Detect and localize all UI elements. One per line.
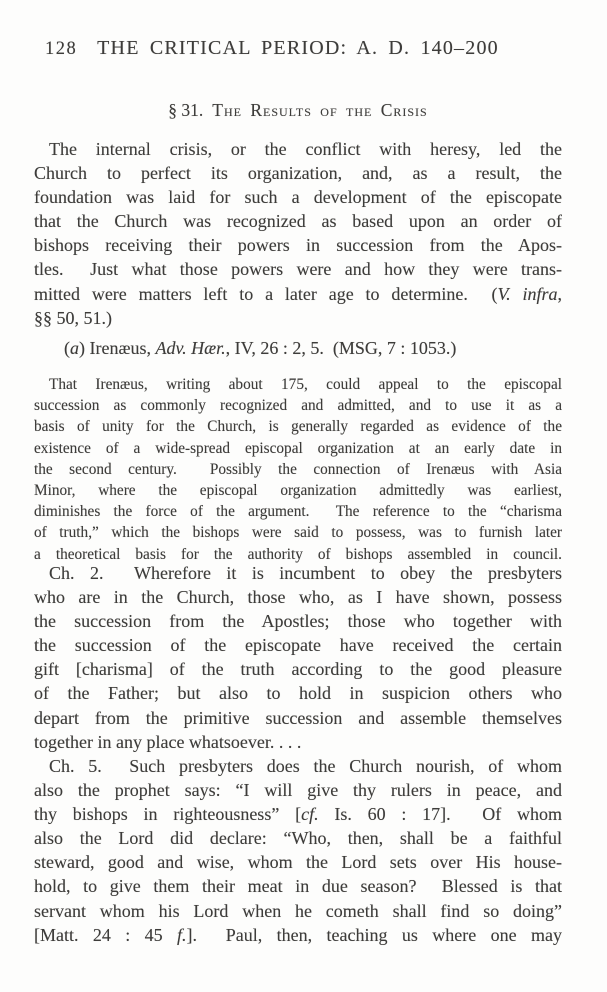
text-line: succession as commonly recognized and admitted, and to use it as a <box>34 397 562 415</box>
text-line: [Matt. 24 : 45 f.]. Paul, then, teaching us where one may <box>34 924 562 945</box>
section-number: § 31. <box>168 100 204 120</box>
text-line: §§ 50, 51.) <box>34 307 112 328</box>
text-line: The internal crisis, or the conflict with heresy, led the <box>49 139 562 159</box>
italic-text: a <box>70 338 79 358</box>
paragraph-note <box>34 374 562 565</box>
paragraph-ch2 <box>34 561 562 754</box>
text-line: bishops receiving their powers in succession from the Apos- <box>34 235 562 256</box>
text-line: foundation was laid for such a development of the episcopate <box>34 187 562 208</box>
text-line: who are in the Church, those who, as I have shown, possess <box>34 587 562 608</box>
text-line: Minor, where the episcopal organization admittedly was earliest, <box>34 481 562 499</box>
text-line: a theoretical basis for the authority of bishops assembled in council. <box>34 545 562 563</box>
section-heading <box>34 100 562 121</box>
text-line: gift [charisma] of the truth according to the good pleasure <box>34 659 562 680</box>
text-line: tles. Just what those powers were and how they were trans- <box>34 259 562 280</box>
text-line: mitted were matters left to a later age to determine. (V. infra, <box>34 283 562 304</box>
text-line: hold, to give them their meat in due season? Blessed is that <box>34 876 562 897</box>
paragraph-citation <box>34 336 562 360</box>
text-line: basis of unity for the Church, is generally regarded as evidence of the <box>34 418 562 436</box>
italic-text: f. <box>177 924 187 945</box>
text-line: That Irenæus, writing about 175, could appeal to the episcopal <box>49 376 562 393</box>
text-line: steward, good and wise, whom the Lord sets over His house- <box>34 852 562 873</box>
text-line: Ch. 2. Wherefore it is incumbent to obey the presbyters <box>49 563 562 583</box>
text-line: of the Father; but also to hold in suspicion others who <box>34 683 562 704</box>
text-line: the succession of the episcopate have received the certain <box>34 635 562 656</box>
paragraph-intro <box>34 137 562 330</box>
section-title: The Results of the Crisis <box>212 100 428 120</box>
text-line: existence of a wide-spread episcopal organization at an early date in <box>34 439 562 457</box>
text-line: diminishes the force of the argument. The reference to the “charisma <box>34 503 562 521</box>
italic-text: cf. <box>301 804 319 825</box>
page-number: 128 <box>45 39 78 59</box>
text-line: the succession from the Apostles; those who together with <box>34 611 562 632</box>
text-line: also the Lord did declare: “Who, then, shall be a faithful <box>34 828 562 849</box>
text-line: also the prophet says: “I will give thy rulers in peace, and <box>34 780 562 801</box>
text-line: (a) Irenæus, Adv. Hær., IV, 26 : 2, 5. (MSG, 7 : 1053.) <box>64 338 457 358</box>
text-line: depart from the primitive succession and assemble themselves <box>34 707 562 728</box>
text-line: the second century. Possibly the connection of Irenæus with Asia <box>34 460 562 478</box>
text-line: that the Church was recognized as based upon an order of <box>34 211 562 232</box>
text-line: servant whom his Lord when he cometh shall find so doing” <box>34 900 562 921</box>
text-line: Ch. 5. Such presbyters does the Church nourish, of whom <box>49 756 562 776</box>
italic-text: V. infra <box>497 283 558 304</box>
italic-text: Adv. Hær. <box>155 338 226 358</box>
text-line: of truth,” which the bishops were said to possess, was to furnish later <box>34 524 562 542</box>
text-line: thy bishops in righteousness” [cf. Is. 60 : 17]. Of whom <box>34 804 562 825</box>
text-line: together in any place whatsoever. . . . <box>34 731 302 752</box>
running-title: THE CRITICAL PERIOD: A. D. 140–200 <box>97 37 499 59</box>
paragraph-ch5 <box>34 754 562 947</box>
text-line: Church to perfect its organization, and, as a result, the <box>34 163 562 184</box>
